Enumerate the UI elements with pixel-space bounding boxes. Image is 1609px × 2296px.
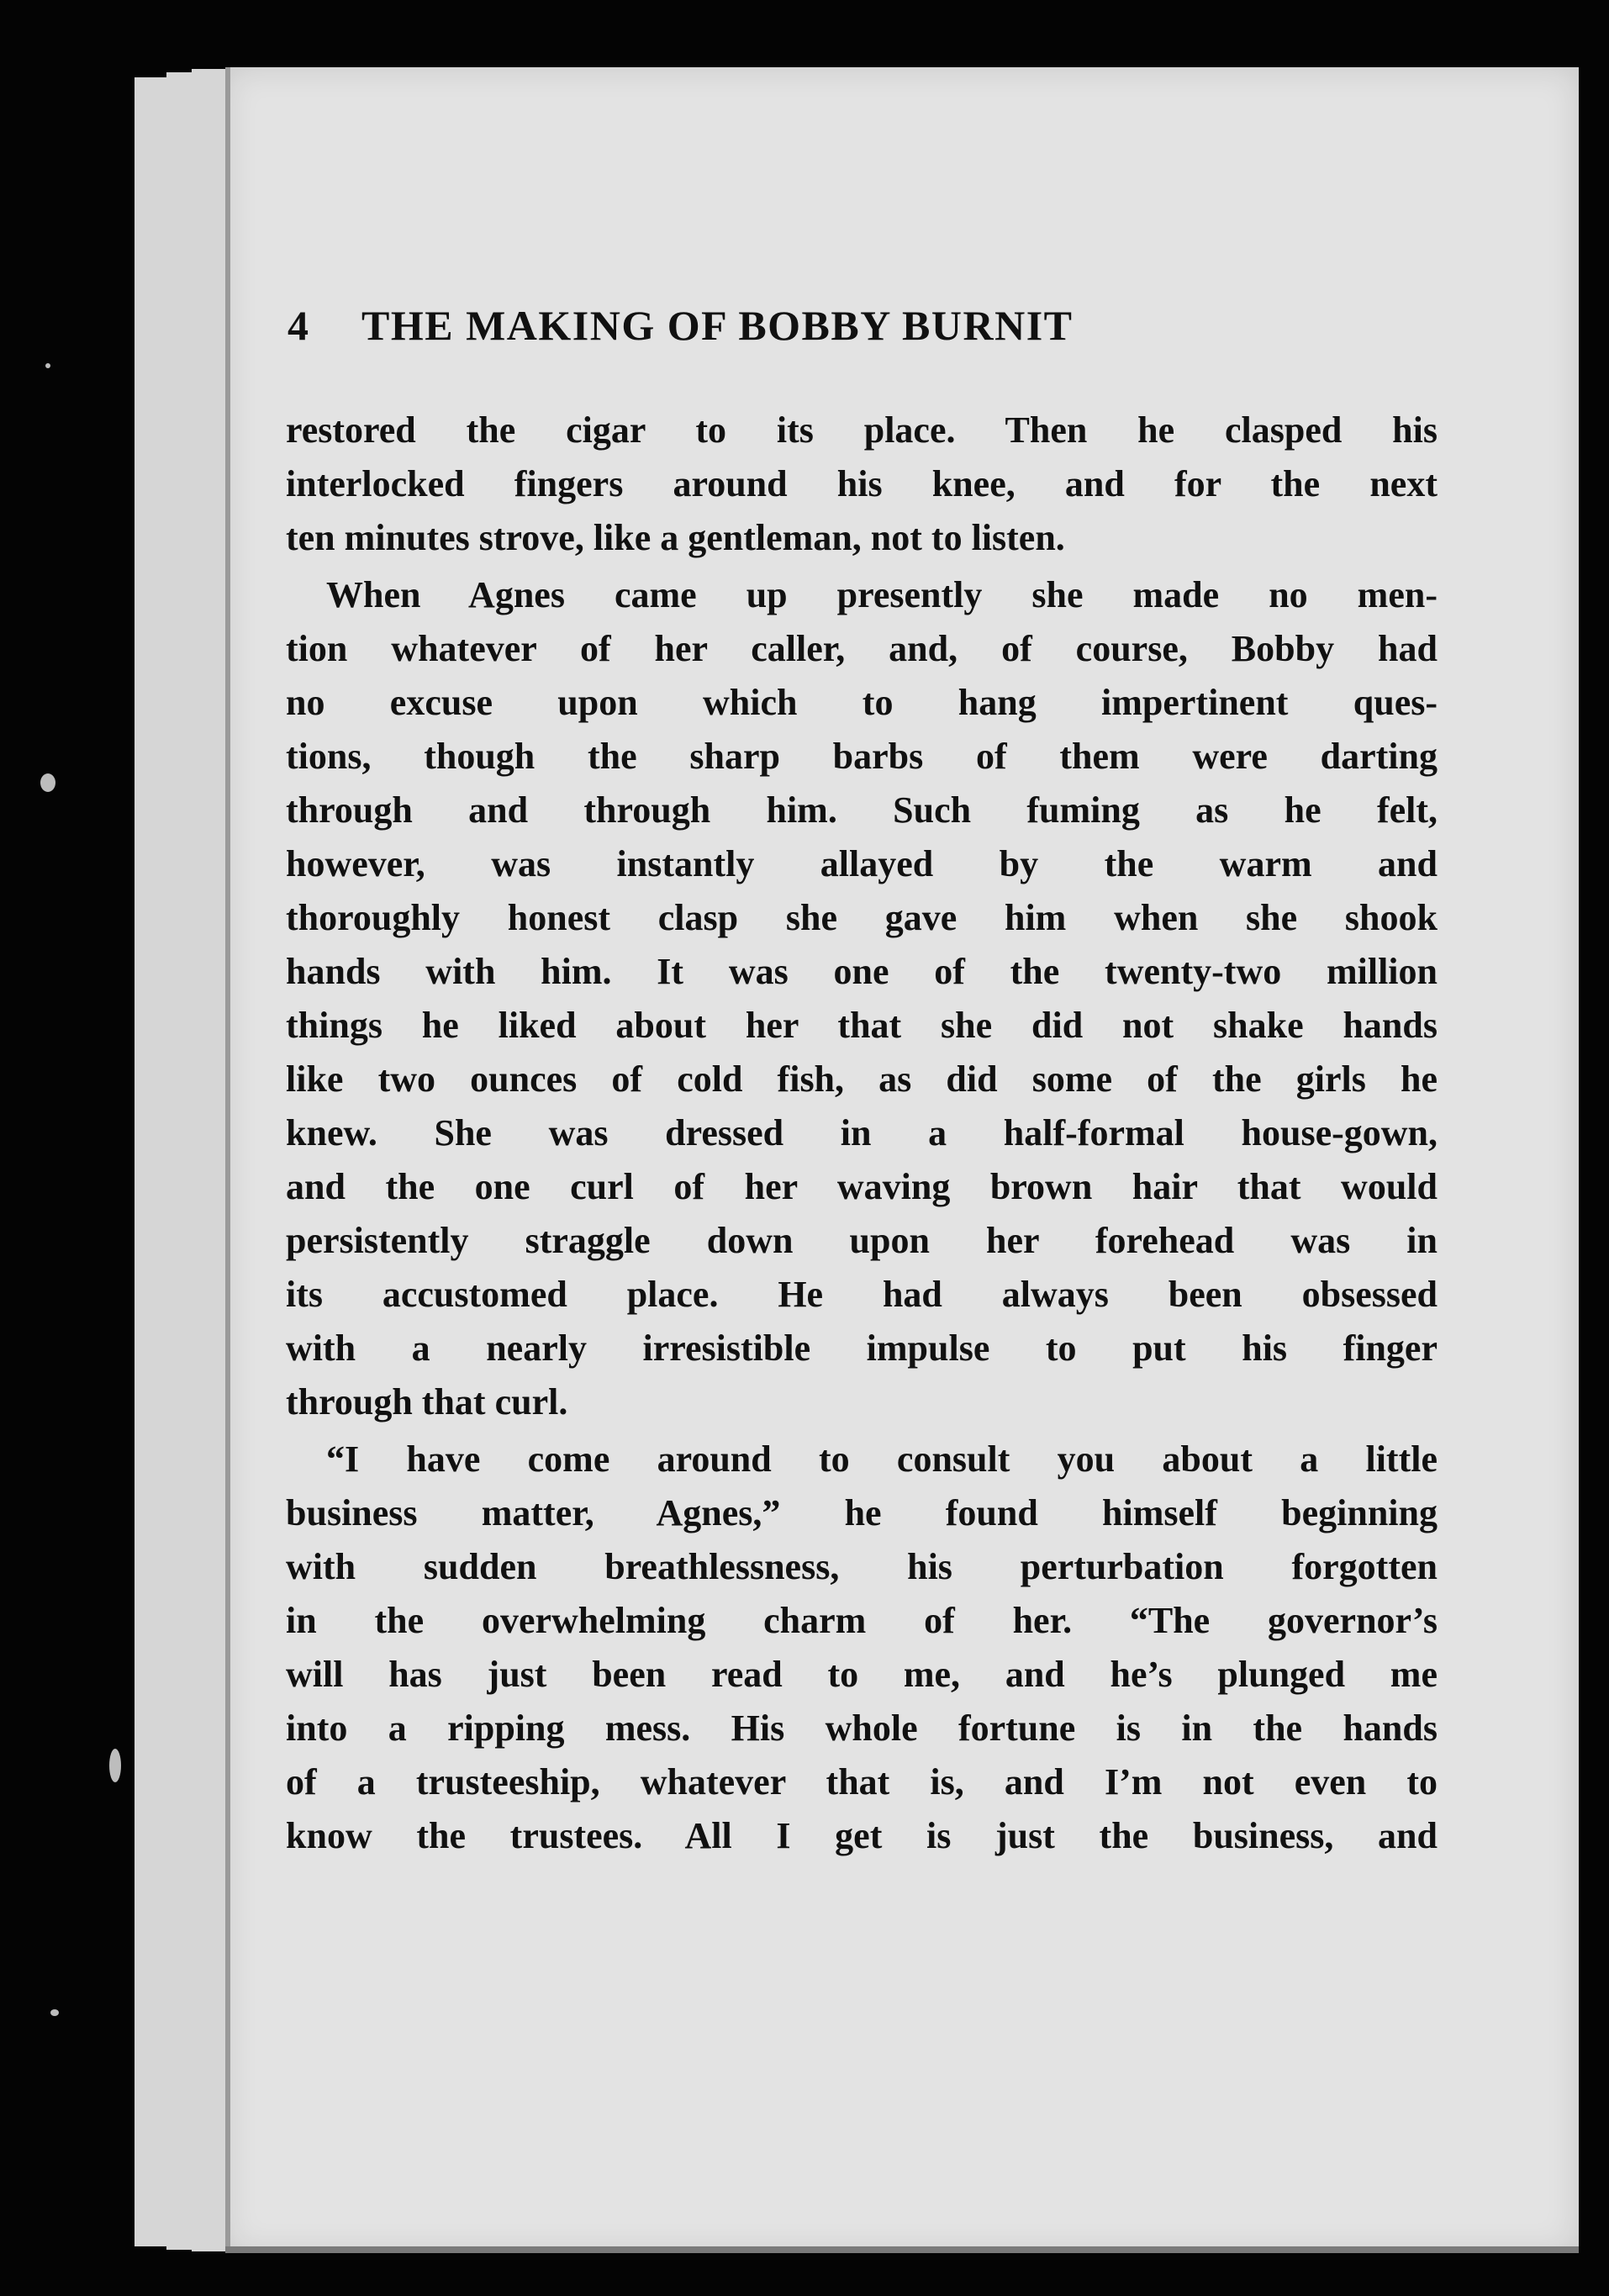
speck (45, 363, 50, 368)
page-edge (166, 72, 195, 2250)
text-line: tions, though the sharp barbs of them were darting (286, 736, 1438, 777)
text-line: tion whatever of her caller, and, of course, Bobby had (286, 628, 1438, 669)
speck (40, 773, 55, 792)
text-line: know the trustees. All I get is just the business, and (286, 1815, 1438, 1856)
text-line: no excuse upon which to hang impertinent ques- (286, 682, 1438, 723)
running-head: THE MAKING OF BOBBY BURNIT (361, 302, 1074, 349)
text-line: thoroughly honest clasp she gave him when she shook (286, 897, 1438, 938)
text-line: “I have come around to consult you about a little (326, 1438, 1438, 1480)
text-line: with sudden breathlessness, his perturbation forgotten (286, 1546, 1438, 1587)
text-line: with a nearly irresistible impulse to put his finger (286, 1327, 1438, 1369)
text-line: however, was instantly allayed by the warm and (286, 843, 1438, 884)
text-line: like two ounces of cold fish, as did some of the girls he (286, 1058, 1438, 1100)
text-line: hands with him. It was one of the twenty-two million (286, 951, 1438, 992)
page-number: 4 (288, 302, 309, 349)
text-line: its accustomed place. He had always been obsessed (286, 1274, 1438, 1315)
text-line: will has just been read to me, and he’s plunged me (286, 1654, 1438, 1695)
page-header (288, 301, 1439, 368)
text-line: interlocked fingers around his knee, and for the next (286, 463, 1438, 504)
text-line: ten minutes strove, like a gentleman, not to listen. (286, 517, 1065, 558)
text-line: knew. She was dressed in a half-formal house-gown, (286, 1112, 1438, 1153)
text-line: through that curl. (286, 1381, 568, 1422)
text-line: persistently straggle down upon her forehead was in (286, 1220, 1438, 1261)
text-line: of a trusteeship, whatever that is, and I’m not even to (286, 1761, 1438, 1802)
text-line: things he liked about her that she did not shake hands (286, 1005, 1438, 1046)
text-line: into a ripping mess. His whole fortune is in the hands (286, 1707, 1438, 1749)
text-line: restored the cigar to its place. Then he clasped his (286, 409, 1438, 451)
text-line: When Agnes came up presently she made no men- (326, 574, 1438, 615)
text-line: and the one curl of her waving brown hair that would (286, 1166, 1438, 1207)
speck (109, 1749, 121, 1782)
text-line: in the overwhelming charm of her. “The governor’s (286, 1600, 1438, 1641)
speck (50, 2009, 59, 2016)
text-line: business matter, Agnes,” he found himself beginning (286, 1492, 1438, 1533)
page-edge (135, 77, 170, 2246)
text-line: through and through him. Such fuming as he felt, (286, 789, 1438, 831)
